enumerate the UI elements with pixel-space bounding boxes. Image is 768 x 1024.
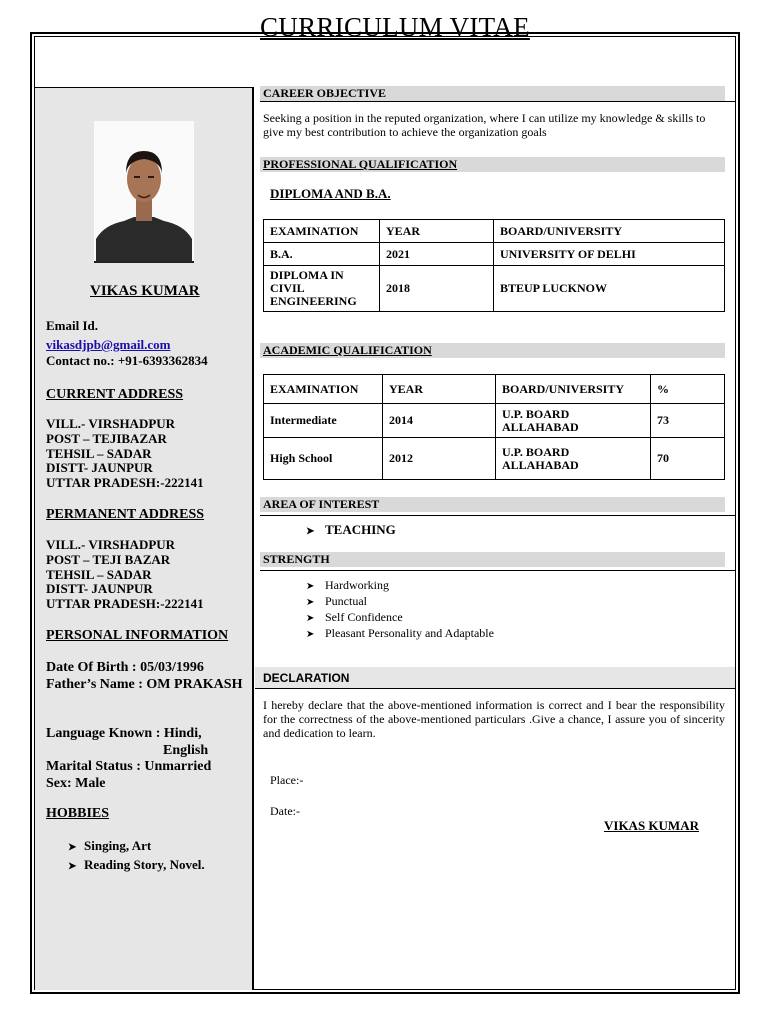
strength-heading: STRENGTH xyxy=(260,552,725,567)
table-cell: 2014 xyxy=(383,404,496,438)
declaration-text: I hereby declare that the above-mentioned information is correct and I bear the responsibility for the correctness of the above-mentioned particulars .Give a chance, I assure you of sincerity and dedication to learn. xyxy=(263,698,725,740)
table-header-row xyxy=(264,375,725,404)
arrow-bullet-icon: ➤ xyxy=(306,581,315,592)
interest-list xyxy=(306,522,396,539)
table-cell: High School xyxy=(264,438,383,480)
table-header: BOARD/UNIVERSITY xyxy=(496,375,651,404)
person-photo-icon xyxy=(94,121,194,261)
personal-info-heading: PERSONAL INFORMATION xyxy=(46,628,229,643)
table-cell: 2012 xyxy=(383,438,496,480)
place-label: Place:- xyxy=(270,773,304,787)
table-cell: B.A. xyxy=(264,243,380,266)
table-cell: U.P. BOARD ALLAHABAD xyxy=(496,404,651,438)
table-cell: UNIVERSITY OF DELHI xyxy=(494,243,725,266)
professional-subheading: DIPLOMA AND B.A. xyxy=(270,186,391,201)
divider xyxy=(260,101,735,102)
profile-photo xyxy=(94,121,194,263)
arrow-bullet-icon: ➤ xyxy=(306,526,315,537)
declaration-heading: DECLARATION xyxy=(255,667,735,689)
professional-table xyxy=(263,219,725,312)
strength-list xyxy=(306,578,494,642)
career-objective-text: Seeking a position in the reputed organization, where I can utilize my knowledge & skills to give my best contribution to achieve the organization goals xyxy=(263,111,706,139)
arrow-bullet-icon: ➤ xyxy=(68,842,77,853)
table-row xyxy=(264,404,725,438)
address-line: POST – TEJIBAZAR xyxy=(46,430,167,446)
arrow-bullet-icon: ➤ xyxy=(306,629,315,640)
table-cell: U.P. BOARD ALLAHABAD xyxy=(496,438,651,480)
address-line: VILL.- VIRSHADPUR xyxy=(46,537,176,552)
list-item: ➤ Hardworking xyxy=(306,578,389,592)
marital-status: Marital Status : Unmarried xyxy=(46,759,212,774)
address-line: TEHSIL – SADAR xyxy=(46,566,152,582)
date-label: Date:- xyxy=(270,804,300,818)
current-address xyxy=(46,417,204,491)
list-item: ➤ Reading Story, Novel. xyxy=(68,856,205,875)
professional-qualification-heading: PROFESSIONAL QUALIFICATION xyxy=(260,157,725,172)
area-of-interest-heading: AREA OF INTEREST xyxy=(260,497,725,512)
contact-number: Contact no.: +91-6393362834 xyxy=(46,353,208,368)
arrow-bullet-icon: ➤ xyxy=(306,613,315,624)
career-objective-heading: CAREER OBJECTIVE xyxy=(260,86,725,101)
table-cell: DIPLOMA IN CIVIL ENGINEERING xyxy=(264,266,380,312)
dob: Date Of Birth : 05/03/1996 xyxy=(46,660,204,675)
table-cell: BTEUP LUCKNOW xyxy=(494,266,725,312)
hobbies-list xyxy=(68,837,205,875)
list-item: ➤ Self Confidence xyxy=(306,610,403,624)
hobbies-heading: HOBBIES xyxy=(46,806,110,821)
permanent-address xyxy=(46,538,204,612)
table-row xyxy=(264,266,725,312)
divider xyxy=(260,515,735,516)
list-item: ➤ TEACHING xyxy=(306,522,396,537)
language-known-2: English xyxy=(163,743,209,758)
signature-name: VIKAS KUMAR xyxy=(604,818,699,833)
email-link[interactable]: vikasdjpb@gmail.com xyxy=(46,337,171,352)
address-line: POST – TEJI BAZAR xyxy=(46,551,171,567)
table-cell: Intermediate xyxy=(264,404,383,438)
address-line: DISTT- JAUNPUR xyxy=(46,460,153,476)
address-line: UTTAR PRADESH:-222141 xyxy=(46,596,204,612)
sex: Sex: Male xyxy=(46,776,106,791)
address-line: VILL.- VIRSHADPUR xyxy=(46,416,176,431)
table-header: % xyxy=(651,375,725,404)
table-row xyxy=(264,438,725,480)
language-known: Language Known : Hindi, xyxy=(46,726,202,741)
list-item: ➤ Singing, Art xyxy=(68,837,205,856)
table-header: YEAR xyxy=(380,220,494,243)
table-row xyxy=(264,243,725,266)
email-label: Email Id. xyxy=(46,318,99,333)
permanent-address-heading: PERMANENT ADDRESS xyxy=(46,507,205,522)
father-name: Father’s Name : OM PRAKASH xyxy=(46,677,243,692)
address-line: UTTAR PRADESH:-222141 xyxy=(46,475,204,491)
table-header: EXAMINATION xyxy=(264,220,380,243)
table-cell: 70 xyxy=(651,438,725,480)
candidate-name: VIKAS KUMAR xyxy=(90,283,200,299)
arrow-bullet-icon: ➤ xyxy=(68,861,77,872)
list-item: ➤ Pleasant Personality and Adaptable xyxy=(306,626,494,640)
table-header-row xyxy=(264,220,725,243)
divider xyxy=(260,570,735,571)
academic-qualification-heading: ACADEMIC QUALIFICATION xyxy=(260,343,725,358)
table-header: EXAMINATION xyxy=(264,375,383,404)
current-address-heading: CURRENT ADDRESS xyxy=(46,387,184,402)
table-cell: 2021 xyxy=(380,243,494,266)
academic-table xyxy=(263,374,725,480)
table-cell: 73 xyxy=(651,404,725,438)
table-cell: 2018 xyxy=(380,266,494,312)
document-title: CURRICULUM VITAE xyxy=(260,12,530,42)
address-line: TEHSIL – SADAR xyxy=(46,445,152,461)
list-item: ➤ Punctual xyxy=(306,594,367,608)
address-line: DISTT- JAUNPUR xyxy=(46,581,153,597)
table-header: BOARD/UNIVERSITY xyxy=(494,220,725,243)
table-header: YEAR xyxy=(383,375,496,404)
arrow-bullet-icon: ➤ xyxy=(306,597,315,608)
